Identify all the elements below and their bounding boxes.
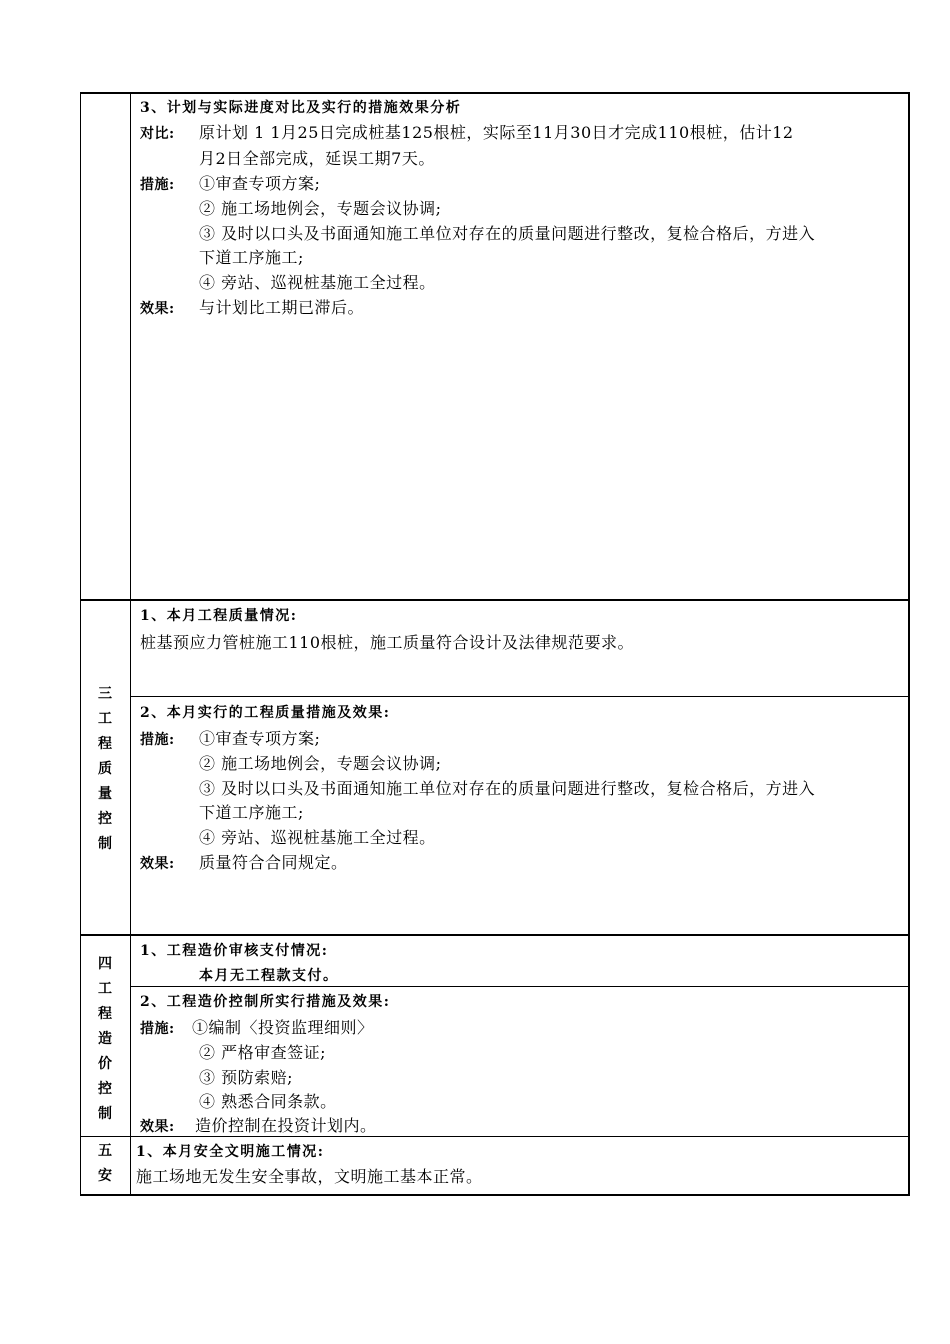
section-label-cost: 四 工 程 造 价 控 制 xyxy=(98,956,112,1122)
compare-text: 原计划 1 1月25日完成桩基125根桩，实际至11月30日才完成110根桩，估计12 xyxy=(199,123,794,142)
payment-text: 本月无工程款支付。 xyxy=(199,968,339,984)
measure-item: ①编制〈投资监理细则〉 xyxy=(192,1018,374,1037)
measure-item: ② 严格审查签证; xyxy=(199,1043,326,1062)
measures-label: 措施: xyxy=(140,1021,175,1037)
section-label-quality: 三 工 程 质 量 控 制 xyxy=(98,686,112,852)
quality-heading-1: 1、本月工程质量情况: xyxy=(140,608,298,624)
row-divider xyxy=(80,934,910,936)
measure-item: ② 施工场地例会，专题会议协调; xyxy=(199,754,442,773)
measure-item: ② 施工场地例会，专题会议协调; xyxy=(199,199,442,218)
compare-label: 对比: xyxy=(140,126,175,142)
quality-status: 桩基预应力管桩施工110根桩，施工质量符合设计及法律规范要求。 xyxy=(140,633,635,652)
section-label-safety: 五 安 xyxy=(98,1143,112,1184)
row-divider xyxy=(131,986,910,987)
row-divider xyxy=(80,599,910,601)
effect-text: 造价控制在投资计划内。 xyxy=(195,1116,377,1135)
cost-heading-1: 1、工程造价审核支付情况: xyxy=(140,943,329,959)
row-divider xyxy=(80,1136,910,1137)
effect-label: 效果: xyxy=(140,301,175,317)
measure-item: ①审查专项方案; xyxy=(199,174,321,193)
measure-item: ③ 及时以口头及书面通知施工单位对存在的质量问题进行整改，复检合格后，方进入 xyxy=(199,779,816,798)
safety-heading-1: 1、本月安全文明施工情况: xyxy=(136,1144,325,1160)
cost-heading-2: 2、工程造价控制所实行措施及效果: xyxy=(140,994,391,1010)
measure-item: ④ 旁站、巡视桩基施工全过程。 xyxy=(199,828,436,847)
progress-heading: 3、计划与实际进度对比及实行的措施效果分析 xyxy=(140,100,462,116)
measure-item: ①审查专项方案; xyxy=(199,729,321,748)
measure-item: 下道工序施工; xyxy=(199,248,304,267)
effect-label: 效果: xyxy=(140,856,175,872)
measure-item: 下道工序施工; xyxy=(199,803,304,822)
quality-heading-2: 2、本月实行的工程质量措施及效果: xyxy=(140,705,391,721)
safety-status: 施工场地无发生安全事故，文明施工基本正常。 xyxy=(136,1167,483,1186)
measures-label: 措施: xyxy=(140,732,175,748)
effect-label: 效果: xyxy=(140,1119,175,1135)
effect-text: 与计划比工期已滞后。 xyxy=(199,298,365,317)
measure-item: ③ 预防索赔; xyxy=(199,1068,293,1087)
compare-text: 月2日全部完成，延误工期7天。 xyxy=(199,149,435,168)
measure-item: ④ 熟悉合同条款。 xyxy=(199,1092,337,1111)
measure-item: ④ 旁站、巡视桩基施工全过程。 xyxy=(199,273,436,292)
column-divider xyxy=(130,93,131,1196)
measures-label: 措施: xyxy=(140,177,175,193)
measure-item: ③ 及时以口头及书面通知施工单位对存在的质量问题进行整改，复检合格后，方进入 xyxy=(199,224,816,243)
effect-text: 质量符合合同规定。 xyxy=(199,853,348,872)
row-divider xyxy=(131,696,910,697)
